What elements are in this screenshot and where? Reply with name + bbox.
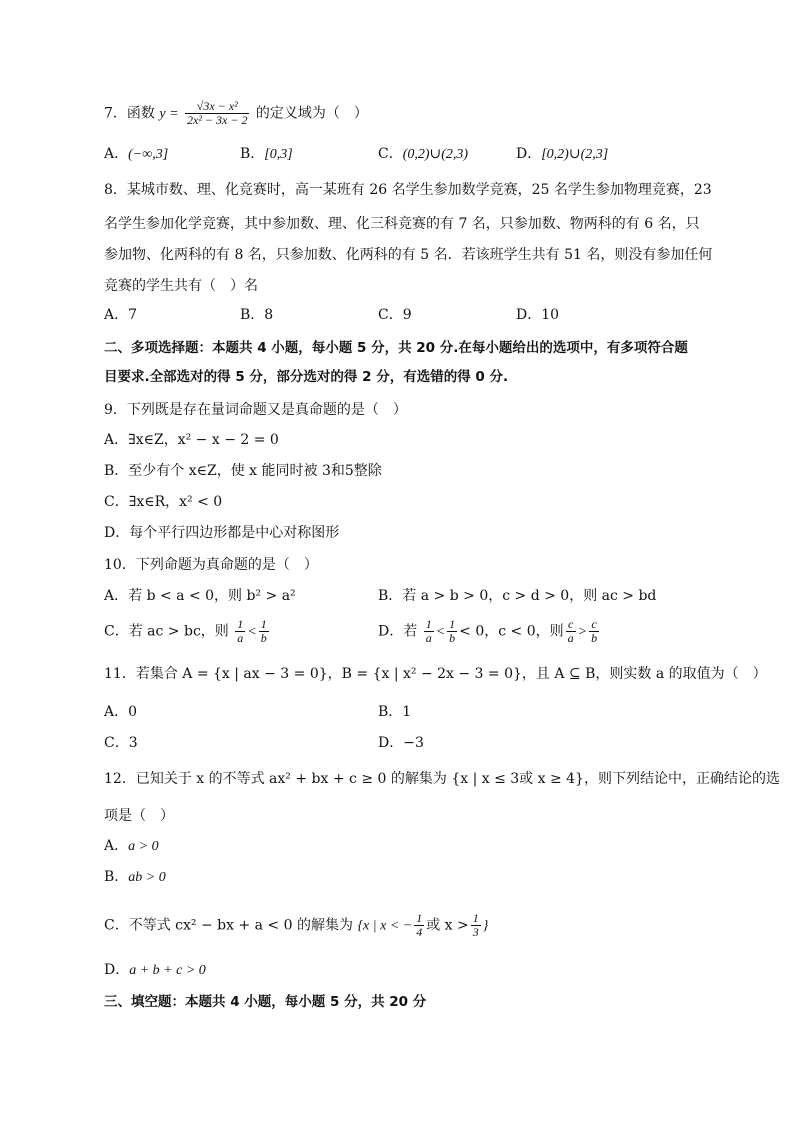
- option-middle: < 0，c < 0，则: [459, 623, 564, 640]
- q8-line-2: 名学生参加化学竞赛，其中参加数、理、化三科竞赛的有 7 名，只参加数、物两科的有 6 名，只: [104, 216, 700, 232]
- q9-option-d: [104, 523, 339, 543]
- q10-option-b: [378, 586, 656, 606]
- option-prefix: 不等式 cx² − bx + a < 0 的解集为: [128, 917, 353, 934]
- option-label: B．: [240, 146, 265, 162]
- q7-fraction: [185, 100, 249, 127]
- fraction: [424, 618, 434, 645]
- denominator: b: [260, 631, 267, 646]
- q8-option-c: [378, 305, 412, 325]
- option-label: D．: [104, 525, 130, 541]
- option-label: D．: [516, 146, 542, 162]
- q7-option-c: [378, 144, 468, 165]
- fraction: [566, 618, 576, 645]
- option-label: A．: [104, 838, 129, 854]
- q8-line-4: 竞赛的学生共有（ ）名: [104, 278, 258, 294]
- option-label: C．: [104, 494, 129, 510]
- option-label: C．: [378, 146, 403, 162]
- q11-stem: 11．若集合 A = {x | ax − 3 = 0}，B = {x | x² − 2x − 3 = 0}，且 A ⊆ B，则实数 a 的取值为（ ）: [104, 666, 767, 682]
- q12-option-c: [104, 912, 488, 939]
- q11-option-c: [104, 733, 138, 753]
- option-label: C．: [104, 917, 129, 934]
- option-text: ∃x∈Z，x² − x − 2 = 0: [128, 432, 279, 448]
- operator: <: [247, 624, 257, 640]
- q12-option-b: [104, 867, 166, 888]
- option-label: D．: [104, 962, 130, 978]
- q9-option-c: [104, 492, 222, 512]
- option-text: 若 a > b > 0，c > d > 0，则 ac > bd: [402, 588, 657, 604]
- option-text: 7: [128, 307, 138, 323]
- denominator: a: [237, 631, 244, 646]
- numerator: 1: [237, 617, 244, 631]
- q7-suffix: 的定义域为（ ）: [255, 105, 368, 122]
- option-label: B．: [104, 463, 129, 479]
- option-label: B．: [378, 704, 403, 720]
- numerator: c: [589, 618, 599, 632]
- option-label: D．: [378, 735, 404, 751]
- q11-option-d: [378, 733, 424, 753]
- q8-option-b: [240, 305, 273, 325]
- option-text: 若 b < a < 0，则 b² > a²: [128, 588, 296, 604]
- option-text: (0,2)∪(2,3): [402, 147, 469, 162]
- option-text: (−∞,3]: [128, 147, 169, 162]
- q10-option-d: [378, 618, 601, 645]
- numerator: 1: [416, 911, 423, 925]
- fraction: [471, 912, 481, 939]
- section2-heading-line-1: 二、多项选择题：本题共 4 小题，每小题 5 分，共 20 分.在每小题给出的选项中，有多项符合题: [104, 340, 688, 356]
- denominator: b: [449, 631, 456, 646]
- option-text: 至少有个 x∈Z，使 x 能同时被 3和5整除: [128, 463, 382, 479]
- numerator: 1: [260, 617, 267, 631]
- option-label: B．: [240, 307, 265, 323]
- option-label: C．: [104, 735, 129, 751]
- option-label: A．: [104, 146, 129, 162]
- option-text: 9: [402, 307, 412, 323]
- option-label: A．: [104, 307, 129, 323]
- q8-line-3: 参加物、化两科的有 8 名，只参加数、化两科的有 5 名．若该班学生共有 51 名，则没有参加任何: [104, 247, 713, 263]
- set-close: }: [482, 918, 489, 934]
- denominator: a: [567, 631, 574, 646]
- fraction: [259, 618, 269, 645]
- option-label: A．: [104, 588, 129, 604]
- q7-option-b: [240, 144, 293, 165]
- q12-option-d: [104, 960, 206, 981]
- numerator: 1: [425, 617, 432, 631]
- option-text: a + b + c > 0: [129, 963, 206, 978]
- option-text: 1: [402, 704, 412, 720]
- operator: <: [435, 624, 446, 640]
- option-text: ∃x∈R，x² < 0: [128, 494, 223, 510]
- option-text: −3: [403, 735, 424, 751]
- set-open: {x | x < −: [357, 918, 413, 934]
- q10-option-a: [104, 586, 296, 606]
- option-label: C．: [378, 307, 403, 323]
- option-text: 每个平行四边形都是中心对称图形: [129, 525, 340, 541]
- q10-stem: 10．下列命题为真命题的是（ ）: [104, 557, 318, 573]
- q10-option-c: [104, 618, 271, 645]
- denominator: b: [591, 631, 598, 646]
- fraction: [447, 618, 457, 645]
- q7-option-a: [104, 144, 168, 165]
- option-label: B．: [104, 869, 129, 885]
- fraction: [235, 618, 245, 645]
- option-text: 0: [128, 704, 138, 720]
- numerator: 1: [472, 911, 479, 925]
- denominator: 3: [472, 925, 479, 940]
- option-label: D．: [516, 307, 542, 323]
- option-text: [0,3]: [264, 147, 293, 162]
- option-text: [0,2)∪(2,3]: [541, 147, 609, 162]
- denominator: 4: [416, 925, 423, 940]
- fraction: [589, 618, 599, 645]
- section3-heading: 三、填空题：本题共 4 小题，每小题 5 分，共 20 分: [104, 994, 427, 1010]
- q7-function-lhs: y =: [159, 106, 179, 122]
- option-label: A．: [104, 432, 129, 448]
- q7-stem: [104, 100, 368, 127]
- section2-heading-line-2: 目要求.全部选对的得 5 分，部分选对的得 2 分，有选错的得 0 分.: [104, 369, 509, 385]
- denominator: a: [425, 631, 432, 646]
- operator: >: [577, 624, 588, 640]
- option-label: C．: [104, 623, 129, 640]
- q8-option-a: [104, 305, 137, 325]
- option-middle: 或 x >: [426, 917, 469, 934]
- option-text: a > 0: [128, 839, 159, 854]
- numerator: c: [566, 618, 576, 632]
- option-text: 10: [541, 307, 560, 323]
- q9-option-b: [104, 461, 382, 481]
- q7-option-d: [516, 144, 608, 165]
- option-text: 8: [264, 307, 274, 323]
- q11-option-a: [104, 702, 137, 722]
- q9-option-a: [104, 430, 279, 450]
- q12-option-a: [104, 836, 159, 857]
- q7-numerator: √3x − x²: [185, 100, 249, 114]
- option-label: B．: [378, 588, 403, 604]
- option-label: D．: [378, 623, 404, 640]
- fraction: [414, 912, 424, 939]
- option-prefix: 若 ac > bc，则: [128, 623, 229, 640]
- numerator: 1: [449, 617, 456, 631]
- q7-prefix: 7．函数: [104, 105, 155, 122]
- q12-line-1: 12．已知关于 x 的不等式 ax² + bx + c ≥ 0 的解集为 {x | x ≤ 3或 x ≥ 4}，则下列结论中，正确结论的选: [104, 771, 780, 787]
- q7-denominator: 2x² − 3x − 2: [187, 113, 248, 128]
- q8-line-1: 8．某城市数、理、化竞赛时，高一某班有 26 名学生参加数学竞赛，25 名学生参加物理竞赛，23: [104, 182, 712, 198]
- q8-option-d: [516, 305, 559, 325]
- option-label: A．: [104, 704, 129, 720]
- option-prefix: 若: [403, 623, 418, 640]
- q9-stem: 9．下列既是存在量词命题又是真命题的是（ ）: [104, 402, 407, 418]
- q12-line-2: 项是（ ）: [104, 808, 174, 824]
- q11-option-b: [378, 702, 411, 722]
- option-text: ab > 0: [128, 870, 166, 885]
- option-text: 3: [128, 735, 138, 751]
